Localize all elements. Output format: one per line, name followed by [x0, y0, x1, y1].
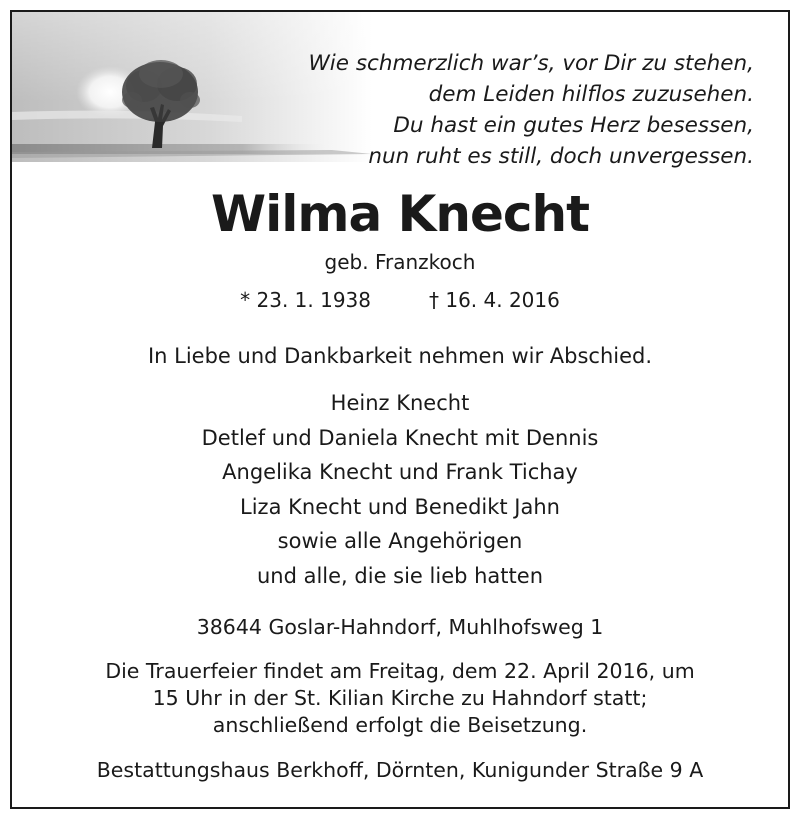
birth-name: geb. Franzkoch [324, 250, 476, 274]
funeral-line: Die Trauerfeier findet am Freitag, dem 22. April 2016, um [105, 659, 695, 683]
obituary-frame [10, 10, 790, 809]
birth-date: * 23. 1. 1938 [240, 288, 371, 312]
farewell-text: In Liebe und Dankbarkeit nehmen wir Abschied. [147, 344, 653, 368]
poem-line: nun ruht es still, doch unvergessen. [368, 144, 754, 169]
mourner: Liza Knecht und Benedikt Jahn [240, 494, 560, 519]
mourners-list [12, 386, 788, 593]
poem-line: dem Leiden hilflos zuzusehen. [428, 82, 754, 107]
death-date: † 16. 4. 2016 [429, 288, 560, 312]
mourner: sowie alle Angehörigen [277, 529, 523, 553]
poem-line: Wie schmerzlich war’s, vor Dir zu stehen, [308, 51, 754, 76]
mourner: Detlef und Daniela Knecht mit Dennis [201, 425, 599, 450]
life-dates [12, 288, 788, 312]
mourner: Angelika Knecht und Frank Tichay [222, 460, 578, 484]
poem-line: Du hast ein gutes Herz besessen, [393, 113, 754, 138]
funeral-line: anschließend erfolgt die Beisetzung. [212, 713, 588, 737]
mourner: Heinz Knecht [330, 391, 470, 415]
funeral-line: 15 Uhr in der St. Kilian Kirche zu Hahndorf statt; [152, 686, 648, 710]
deceased-name: Wilma Knecht [210, 185, 590, 243]
undertaker: Bestattungshaus Berkhoff, Dörnten, Kunigunder Straße 9 A [96, 758, 704, 782]
mourner: und alle, die sie lieb hatten [256, 563, 544, 588]
funeral-notice [12, 658, 788, 739]
header [12, 12, 788, 172]
address: 38644 Goslar-Hahndorf, Muhlhofsweg 1 [196, 615, 604, 639]
poem [309, 48, 754, 172]
